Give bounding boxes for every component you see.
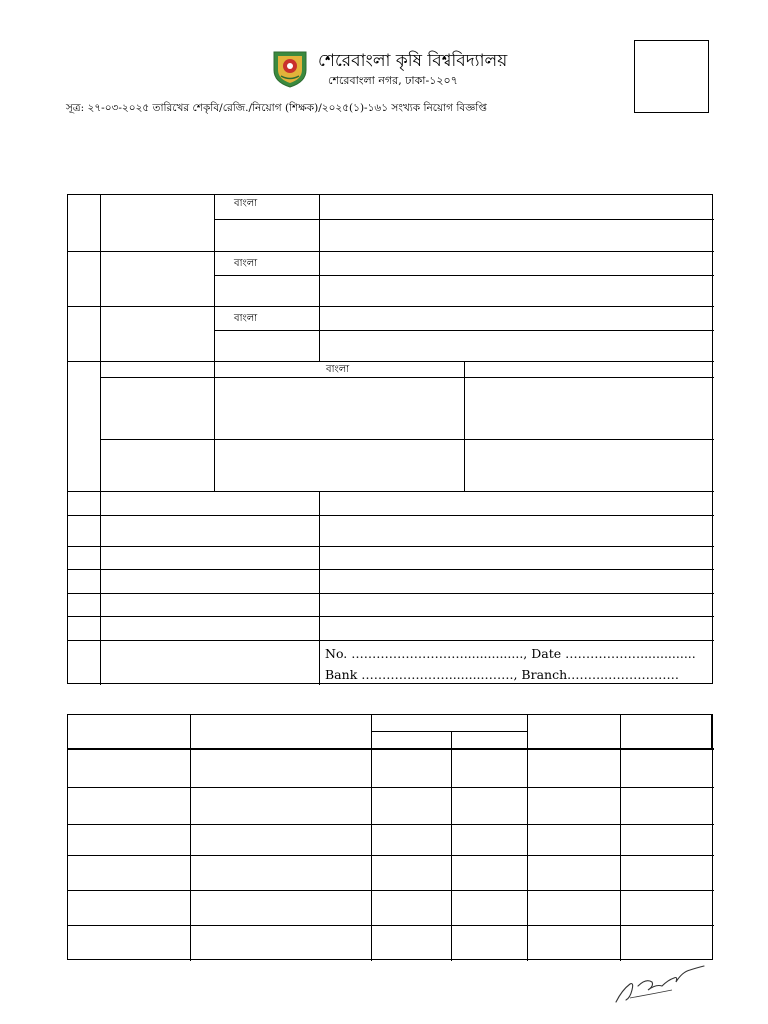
university-crest-icon <box>270 48 310 88</box>
row-line <box>100 377 714 378</box>
bangla-label: বাংলা <box>234 258 258 269</box>
payment-number-date-line[interactable]: No. ………………………..............., Date ……………….............. <box>325 646 696 661</box>
row-line <box>68 855 714 856</box>
row-line <box>68 361 714 362</box>
row-line <box>214 275 714 276</box>
column-line <box>620 715 621 961</box>
row-line <box>68 925 714 926</box>
row-line <box>214 330 714 331</box>
serial-column-line <box>100 195 101 685</box>
table-right-edge-line <box>711 715 713 749</box>
handwritten-signature-icon <box>612 960 708 1006</box>
payment-bank-branch-line[interactable]: Bank ………………….........……., Branch.……..……………… <box>325 667 680 682</box>
bangla-label: বাংলা <box>234 313 258 324</box>
column-line <box>527 715 528 961</box>
row-line <box>100 439 714 440</box>
bangla-label: বাংলা <box>234 198 258 209</box>
row-line <box>68 306 714 307</box>
row-line <box>68 824 714 825</box>
row-line <box>68 787 714 788</box>
row-line <box>68 593 714 594</box>
column-line <box>190 715 191 961</box>
circular-reference: সূত্র: ২৭-০৩-২০২৫ তারিখের শেকৃবি/রেজি./নিয়োগ (শিক্ষক)/২০২৫(১)-১৬১ সংখ্যক নিয়োগ বিজ্ঞপ্তি <box>66 102 487 114</box>
subheader-line <box>371 731 527 732</box>
row-line <box>68 251 714 252</box>
column-line <box>464 361 465 491</box>
university-address: শেরেবাংলা নগর, ঢাকা-১২০৭ <box>328 74 458 87</box>
column-line <box>319 491 320 685</box>
application-form-table <box>67 194 713 684</box>
row-line <box>214 219 714 220</box>
row-line <box>68 491 714 492</box>
column-line <box>214 361 215 491</box>
header-bottom-line <box>68 748 714 750</box>
bangla-label: বাংলা <box>326 364 350 375</box>
column-line <box>214 195 215 361</box>
row-line <box>68 616 714 617</box>
education-table <box>67 714 713 960</box>
row-line <box>68 569 714 570</box>
university-name: শেরেবাংলা কৃষি বিশ্ববিদ্যালয় <box>318 51 508 71</box>
column-line <box>451 731 452 961</box>
photo-box[interactable] <box>634 40 709 113</box>
column-line <box>371 715 372 961</box>
row-line <box>68 515 714 516</box>
row-line <box>68 546 714 547</box>
row-line <box>68 640 714 641</box>
column-line <box>319 195 320 361</box>
row-line <box>68 890 714 891</box>
